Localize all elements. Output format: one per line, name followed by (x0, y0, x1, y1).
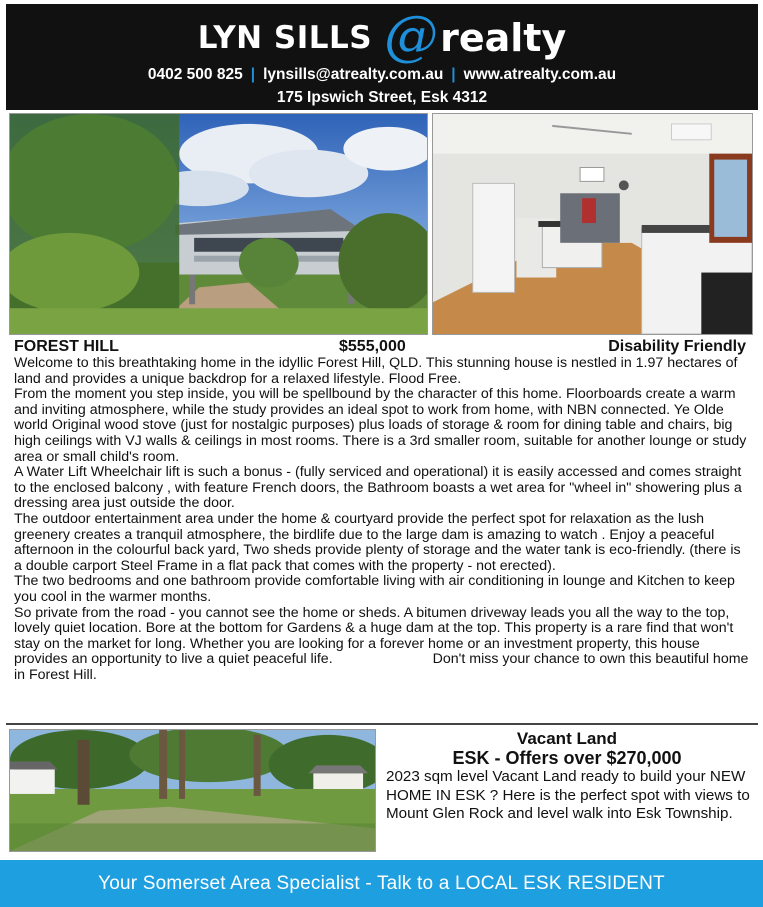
agency-header (6, 4, 758, 110)
kitchen-photo (432, 113, 753, 335)
vacant-land-photo (9, 729, 376, 852)
closing-line: Don't miss your chance to own this beautiful home in Forest Hill. (14, 651, 749, 683)
email-address: lynsills@atrealty.com.au (263, 66, 444, 83)
website-address: www.atrealty.com.au (463, 66, 617, 83)
section-divider (6, 723, 758, 725)
listing-description (14, 356, 750, 683)
listing-location: FOREST HILL (14, 338, 119, 355)
brand-at-symbol: @ (384, 4, 439, 67)
description-paragraph: Welcome to this breathtaking home in the idyllic Forest Hill, QLD. This stunning house is nestled in 1.97 hectares of land and provides a unique backdrop for a relaxed lifestyle. Flood Free. (14, 355, 738, 387)
listing-feature: Disability Friendly (608, 338, 746, 355)
phone-number: 0402 500 825 (147, 66, 243, 83)
house-photo (9, 113, 428, 335)
contact-line (6, 66, 758, 84)
brand-suffix: realty (440, 16, 567, 60)
brand-name: LYN SILLS (197, 20, 373, 56)
separator: | (451, 66, 456, 83)
listing-price: $555,000 (339, 338, 406, 355)
description-paragraph (14, 606, 750, 684)
description-paragraph: From the moment you step inside, you will be spellbound by the character of this home. Floorboards create a warm and inviting atmosphere, while the study provides an ideal spot to work from home, with NBN connected. Ye Olde world Original wood stove (just for nostalgic purposes) plus loads of storage & room for dining table and chairs, big high ceilings with VJ walls & ceilings in most rooms. There is a 3rd smaller room, suitable for another lounge or study area or small child's room. (14, 386, 747, 465)
description-paragraph: The outdoor entertainment area under the home & courtyard provide the perfect spot for relaxation as the lush greenery creates a tranquil atmosphere, the birdlife due to the large dam is amazing to watch . Enjoy a peaceful afternoon in the colourful back yard, Two sheds provide plenty of storage and the water tank is eco-friendly. (there is a double carport Steel Frame in a flat pack that comes with the property - not erected). (14, 510, 741, 574)
description-paragraph: The two bedrooms and one bathroom provide comfortable living with air conditioning in lounge and Kitchen to keep you cool in the warmer months. (14, 573, 735, 605)
vacant-land-title: Vacant Land (516, 729, 618, 748)
vacant-land-description: 2023 sqm level Vacant Land ready to build your NEW HOME IN ESK ? Here is the perfect spot with views to Mount Glen Rock and level walk into Esk Township. (386, 768, 750, 822)
description-paragraph: A Water Lift Wheelchair lift is such a bonus - (fully serviced and operational) it is easily accessed and comes straight to the enclosed balcony , with feature French doors, the Bathroom boasts a wet area for "wheel in" showering plus a dressing area just outside the door. (14, 464, 742, 512)
office-address: 175 Ipswich Street, Esk 4312 (276, 89, 488, 106)
vacant-land-price: ESK - Offers over $270,000 (452, 748, 682, 768)
agency-logo (6, 4, 758, 67)
description-text: So private from the road - you cannot see the home or sheds. A bitumen driveway leads you all the way to the top, lovely quiet location. Bore at the bottom for Gardens & a huge dam at the top. This property is a rare find that won't stay on the market for long. Whether you are looking for a forever home or an investment property, this house provides an opportunity to live a quiet peaceful life. (14, 604, 734, 668)
separator: | (250, 66, 256, 83)
footer-banner: Your Somerset Area Specialist - Talk to a LOCAL ESK RESIDENT (0, 860, 763, 907)
